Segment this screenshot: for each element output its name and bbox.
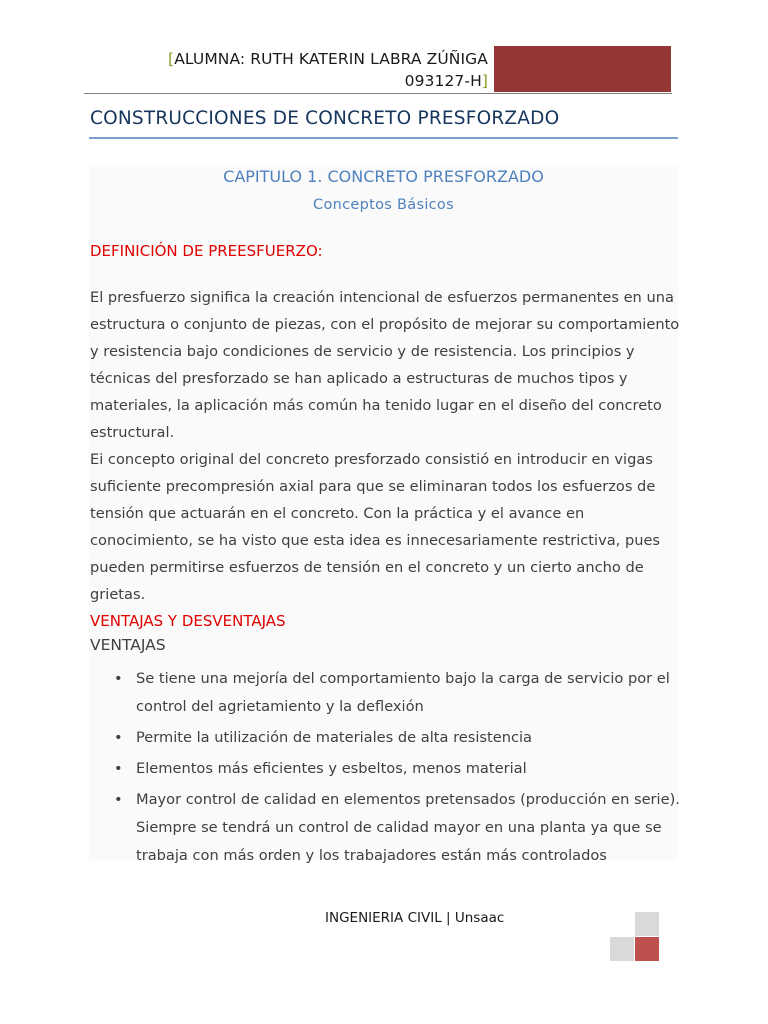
footer-square — [610, 912, 634, 936]
footer-square — [635, 912, 659, 936]
bullet-icon: • — [114, 791, 123, 808]
list-item-text: Permite la utilización de materiales de alta resistencia — [136, 729, 532, 746]
bracket-close: ] — [481, 72, 488, 90]
document-title: CONSTRUCCIONES DE CONCRETO PRESFORZADO — [90, 108, 560, 129]
list-item — [90, 755, 682, 783]
list-item-text: Mayor control de calidad en elementos pretensados (producción en serie). Siempre se tendrá un control de calidad mayor en una planta ya que se trabaja con más orden y los trabajadores están más controlados — [136, 791, 680, 864]
author-id: 093127-H — [404, 72, 482, 90]
footer-text: INGENIERIA CIVIL | Unsaac — [325, 910, 505, 926]
list-item-text: Se tiene una mejoría del comportamiento bajo la carga de servicio por el control del agrietamiento y la deflexión — [136, 670, 670, 715]
paragraph: El presfuerzo significa la creación intencional de esfuerzos permanentes en una estructura o conjunto de piezas, con el propósito de mejorar su comportamiento y resistencia bajo condiciones de servicio y de resistencia. Los principios y técnicas del presforzado se han aplicado a estructuras de muchos tipos y materiales, la aplicación más común ha tenido lugar en el diseño del concreto estructural. — [90, 289, 680, 441]
bullet-icon: • — [114, 670, 123, 687]
header-author — [100, 48, 488, 92]
bracket-open: [ — [168, 50, 175, 68]
list-item-text: Elementos más eficientes y esbeltos, menos material — [136, 760, 527, 777]
bullet-icon: • — [114, 760, 123, 777]
list-item — [90, 786, 682, 870]
footer-square — [610, 937, 634, 961]
paragraph: Ei concepto original del concreto presforzado consistió en introducir en vigas suficiente precompresión axial para que se eliminaran todos los esfuerzos de tensión que actuarán en el concreto. Con la práctica y el avance en conocimiento, se ha visto que esta idea es innecesariamente restrictiva, pues pueden permitirse esfuerzos de tensión en el concreto y un cierto ancho de grietas. — [90, 451, 661, 603]
section-heading: VENTAJAS Y DESVENTAJAS — [90, 612, 286, 630]
footer-square — [635, 937, 659, 961]
author-name: ALUMNA: RUTH KATERIN LABRA ZÚÑIGA — [174, 50, 488, 68]
title-underline — [89, 137, 678, 139]
header-accent-block — [494, 46, 671, 92]
body-text — [90, 284, 680, 608]
list-item — [90, 724, 682, 752]
header-divider — [84, 93, 672, 94]
ventajas-heading: VENTAJAS — [90, 636, 166, 654]
chapter-subtitle: Conceptos Básicos — [313, 197, 454, 213]
list-item — [90, 665, 682, 721]
bullet-icon: • — [114, 729, 123, 746]
chapter-heading: CAPITULO 1. CONCRETO PRESFORZADO — [223, 167, 544, 186]
ventajas-list — [90, 665, 682, 873]
definition-heading: DEFINICIÓN DE PREESFUERZO: — [90, 242, 323, 260]
